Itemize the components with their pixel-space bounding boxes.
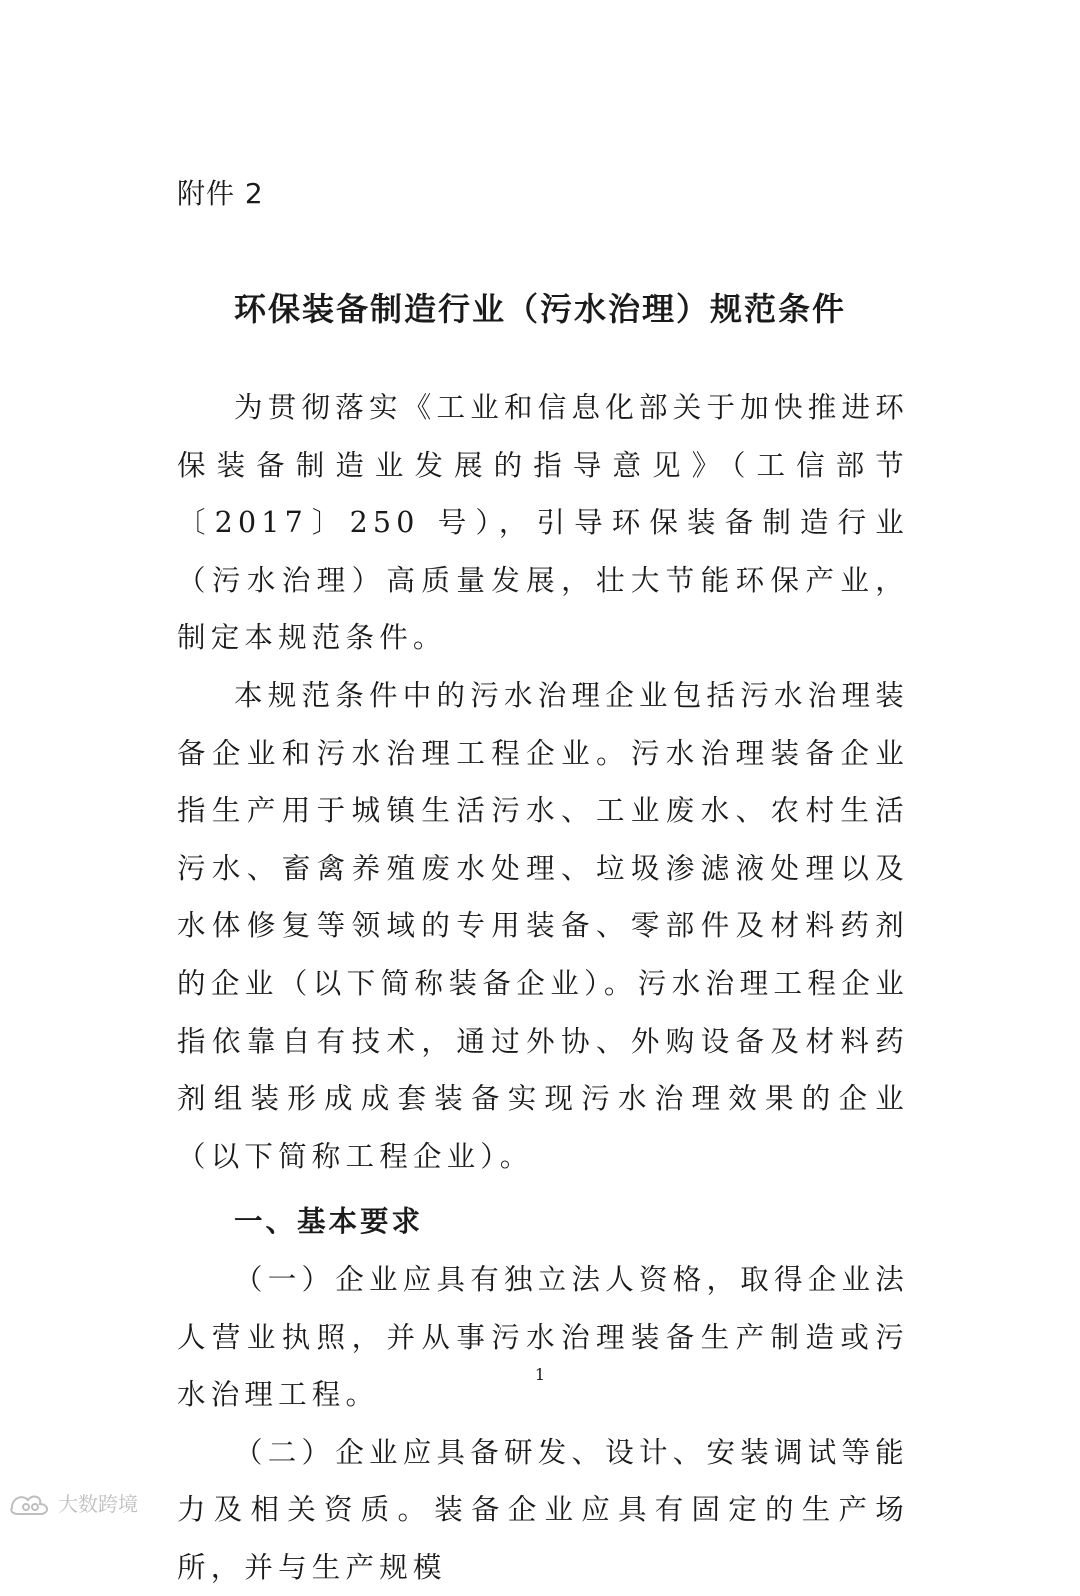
watermark-text: 大数跨境 [58,1492,138,1516]
paragraph-requirement-1: （一）企业应具有独立法人资格，取得企业法人营业执照，并从事污水治理装备生产制造或污水治理工程。 [177,1262,909,1412]
document-body [177,379,909,1596]
page-number: 1 [534,1365,546,1384]
paragraph-scope: 本规范条件中的污水治理企业包括污水治理装备企业和污水治理工程企业。污水治理装备企业指生产用于城镇生活污水、工业废水、农村生活污水、畜禽养殖废水处理、垃圾渗滤液处理以及水体修复等领域的专用装备、零部件及材料药剂的企业（以下简称装备企业）。污水治理工程企业指依靠自有技术，通过外协、外购设备及材料药剂组装形成成套装备实现污水治理效果的企业（以下简称工程企业）。 [177,678,909,1173]
paragraph-intro: 为贯彻落实《工业和信息化部关于加快推进环保装备制造业发展的指导意见》（工信部节〔2017〕250 号），引导环保装备制造行业（污水治理）高质量发展，壮大节能环保产业，制定本规范条件。 [177,391,909,655]
document-title: 环保装备制造行业（污水治理）规范条件 [233,290,846,328]
watermark [8,1490,138,1518]
attachment-label: 附件 2 [177,177,264,210]
paragraph-requirement-2: （二）企业应具备研发、设计、安装调试等能力及相关资质。装备企业应具有固定的生产场所，并与生产规模 [177,1435,909,1584]
logo-icon [8,1490,54,1518]
section-heading-basic-requirements: 一、基本要求 [234,1205,424,1239]
